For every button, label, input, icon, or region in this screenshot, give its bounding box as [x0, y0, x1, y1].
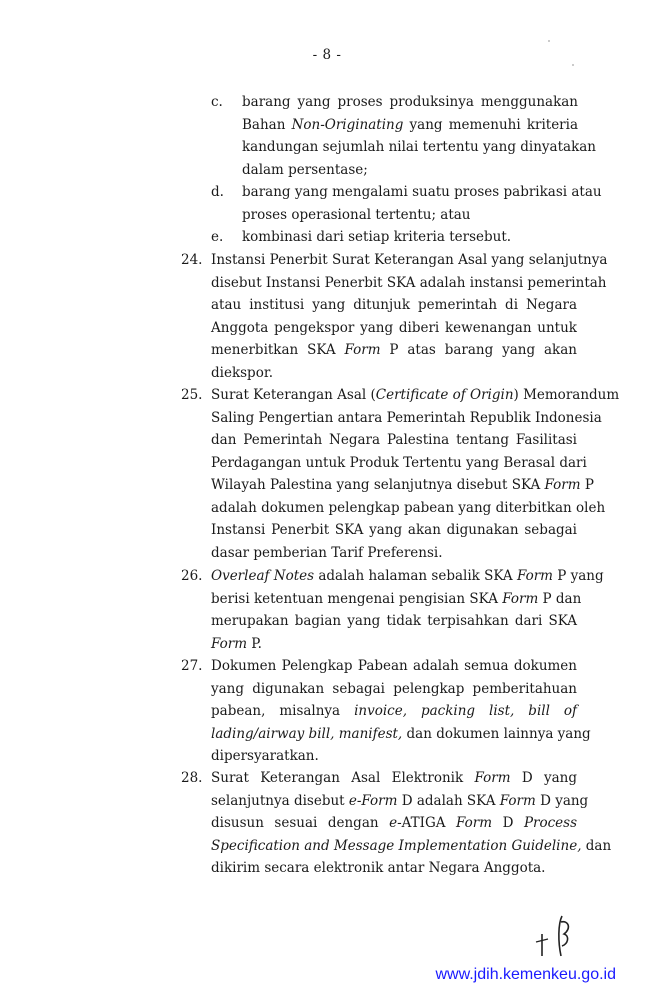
- text-segment: pabean, misalnya: [211, 703, 355, 719]
- text-line: [211, 813, 577, 833]
- text-line: dalam persentase;: [242, 161, 368, 178]
- text-line: dan Pemerintah Negara Palestina tentang Fasilitasi: [211, 432, 577, 448]
- italic-term: invoice, packing list, bill of: [354, 703, 577, 719]
- scan-speck: [548, 40, 550, 42]
- text-line: Anggota pengekspor yang diberi kewenangan untuk: [211, 319, 577, 336]
- page-number: - 8 -: [312, 47, 342, 63]
- italic-term: e: [389, 815, 398, 831]
- text-line: [211, 836, 612, 856]
- item-marker: 27.: [181, 658, 203, 674]
- text-line: [242, 115, 578, 135]
- text-line: [211, 385, 620, 405]
- text-segment: P: [580, 477, 594, 493]
- text-line: diekspor.: [211, 364, 274, 381]
- text-line: [211, 791, 589, 811]
- italic-term: Form: [544, 477, 581, 493]
- italic-term: Form: [211, 635, 248, 652]
- text-line: [211, 475, 594, 495]
- text-segment: yang memenuhi kriteria: [403, 116, 578, 133]
- item-marker: 26.: [181, 568, 203, 584]
- text-line: dipersyaratkan.: [211, 748, 319, 764]
- text-segment: Wilayah Palestina yang selanjutnya disebut SKA: [211, 477, 545, 493]
- text-line: [211, 589, 582, 609]
- text-segment: P dan: [538, 590, 582, 607]
- text-line: Instansi Penerbit Surat Keterangan Asal yang selanjutnya: [211, 252, 608, 268]
- text-segment: dan dokumen lainnya yang: [402, 725, 591, 742]
- text-segment: D yang: [510, 770, 577, 786]
- text-line: Saling Pengertian antara Pemerintah Republik Indonesia: [211, 409, 602, 426]
- text-line: yang digunakan sebagai pelengkap pemberitahuan: [211, 680, 577, 697]
- text-line: dasar pemberian Tarif Preferensi.: [211, 544, 443, 561]
- text-line: [211, 566, 604, 586]
- italic-term: Form: [474, 770, 511, 786]
- italic-term: Overleaf Notes: [211, 568, 315, 584]
- text-segment: P.: [247, 635, 262, 652]
- text-line: atau institusi yang ditunjuk pemerintah di Negara: [211, 297, 577, 313]
- italic-term: Non-Originating: [291, 116, 404, 133]
- text-segment: selanjutnya disebut: [211, 792, 349, 809]
- italic-term: Form: [456, 815, 493, 831]
- italic-term: Specification and Message Implementation Guideline,: [211, 837, 582, 854]
- text-line: Instansi Penerbit SKA yang akan digunakan sebagai: [211, 522, 577, 538]
- text-segment: Surat Keterangan Asal (: [211, 387, 376, 403]
- text-line: [211, 701, 577, 721]
- text-line: Dokumen Pelengkap Pabean adalah semua dokumen: [211, 658, 577, 674]
- italic-term: e-Form: [348, 792, 398, 809]
- text-segment: D: [492, 815, 524, 831]
- text-line: [211, 724, 591, 744]
- scan-speck: [572, 64, 574, 66]
- text-line: kombinasi dari setiap kriteria tersebut.: [242, 229, 512, 245]
- item-marker: 28.: [181, 770, 203, 786]
- text-segment: D yang: [535, 792, 589, 809]
- text-line: disebut Instansi Penerbit SKA adalah instansi pemerintah: [211, 274, 607, 291]
- text-line: [211, 768, 577, 788]
- text-segment: dan: [581, 837, 612, 854]
- text-line: [211, 340, 577, 360]
- text-line: kandungan sejumlah nilai tertentu yang dinyatakan: [242, 139, 596, 155]
- item-marker: e.: [211, 229, 224, 245]
- text-segment: -ATIGA: [397, 815, 457, 831]
- item-marker: 24.: [181, 252, 203, 268]
- text-segment: Surat Keterangan Asal Elektronik: [211, 770, 475, 786]
- text-line: barang yang proses produksinya menggunakan: [242, 94, 578, 110]
- text-segment: P atas barang yang akan: [380, 342, 577, 358]
- italic-term: Form: [502, 590, 539, 607]
- footer-url: www.jdih.kemenkeu.go.id: [435, 966, 616, 983]
- text-line: dikirim secara elektronik antar Negara Anggota.: [211, 860, 546, 876]
- text-segment: Bahan: [242, 116, 292, 133]
- text-line: proses operasional tertentu; atau: [242, 206, 471, 223]
- text-line: Perdagangan untuk Produk Tertentu yang Berasal dari: [211, 454, 587, 471]
- item-marker: 25.: [181, 387, 203, 403]
- item-marker: d.: [211, 184, 224, 200]
- text-line: barang yang mengalami suatu proses pabrikasi atau: [242, 184, 602, 200]
- signature-initials: [528, 912, 588, 962]
- text-segment: P yang: [552, 568, 604, 584]
- text-segment: adalah halaman sebalik SKA: [314, 568, 517, 584]
- italic-term: Form: [516, 568, 553, 584]
- text-line: adalah dokumen pelengkap pabean yang diterbitkan oleh: [211, 499, 606, 516]
- italic-term: lading/airway bill, manifest,: [211, 725, 403, 742]
- item-marker: c.: [211, 94, 223, 110]
- text-segment: berisi ketentuan mengenai pengisian SKA: [211, 590, 503, 607]
- text-segment: menerbitkan SKA: [211, 342, 345, 358]
- text-segment: ) Memorandum: [513, 387, 620, 403]
- text-line: [211, 634, 262, 654]
- text-segment: disusun sesuai dengan: [211, 815, 390, 831]
- italic-term: Process: [523, 815, 578, 831]
- text-segment: D adalah SKA: [397, 792, 500, 809]
- text-line: merupakan bagian yang tidak terpisahkan dari SKA: [211, 613, 577, 629]
- italic-term: Certificate of Origin: [375, 387, 514, 403]
- italic-term: Form: [499, 792, 536, 809]
- italic-term: Form: [344, 342, 381, 358]
